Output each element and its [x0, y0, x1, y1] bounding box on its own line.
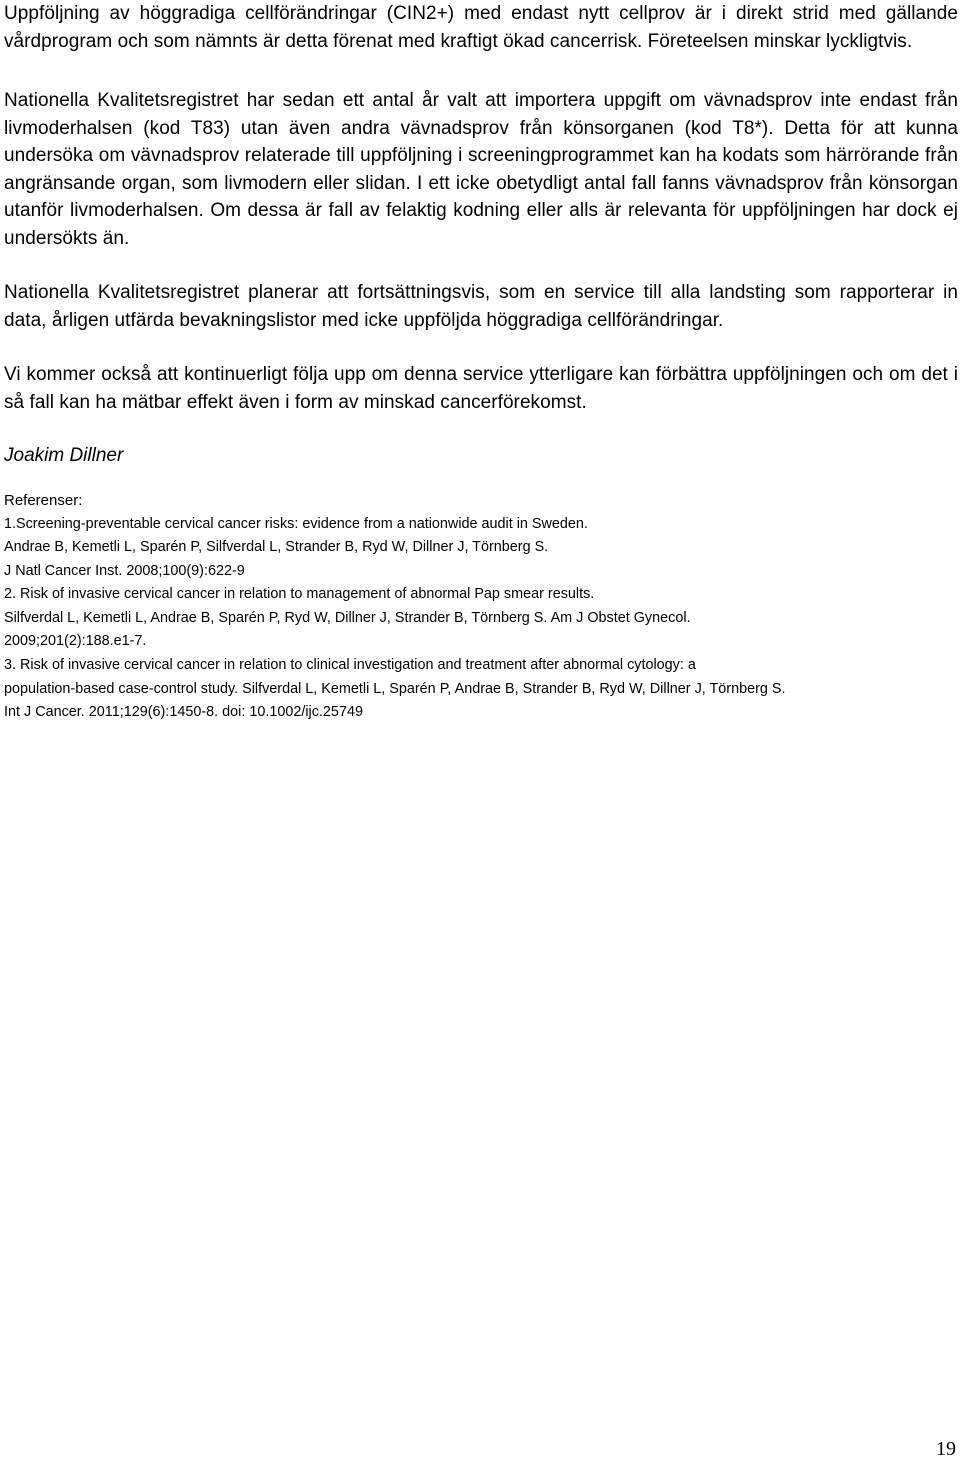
- paragraph-monitoring-lists: Nationella Kvalitetsregistret planerar att fortsättningsvis, som en service till alla landsting som rapporterar in data, årligen utfärda bevakningslistor med icke uppföljda höggradiga cellförändringar.: [4, 282, 958, 331]
- reference-line: 2. Risk of invasive cervical cancer in relation to management of abnormal Pap smear results.: [4, 586, 595, 603]
- reference-line: 1.Screening-preventable cervical cancer risks: evidence from a nationwide audit in Sweden.: [4, 515, 588, 532]
- reference-line: J Natl Cancer Inst. 2008;100(9):622-9: [4, 562, 245, 579]
- reference-line: 3. Risk of invasive cervical cancer in relation to clinical investigation and treatment after abnormal cytology: a: [4, 657, 696, 674]
- reference-line: Andrae B, Kemetli L, Sparén P, Silfverdal L, Strander B, Ryd W, Dillner J, Törnberg S.: [4, 539, 549, 556]
- author-signature: Joakim Dillner: [4, 445, 124, 466]
- references-heading: Referenser:: [4, 492, 83, 509]
- paragraph-future-followup: Vi kommer också att kontinuerligt följa upp om denna service ytterligare kan förbättra uppföljningen och om det i så fall kan ha mätbar effekt även i form av minskad cancerförekomst.: [4, 364, 958, 413]
- reference-line: 2009;201(2):188.e1-7.: [4, 633, 147, 650]
- reference-line: Silfverdal L, Kemetli L, Andrae B, Sparén P, Ryd W, Dillner J, Strander B, Törnberg S. Am J Obstet Gynecol.: [4, 609, 691, 626]
- paragraph-tissue-samples: Nationella Kvalitetsregistret har sedan ett antal år valt att importera uppgift om vävnadsprov inte endast från livmoderhalsen (kod T83) utan även andra vävnadsprov från könsorganen (kod T8*). Detta för att kunna undersöka om vävnadsprov relaterade till uppföljning i screeningprogrammet kan ha kodats som härrörande från angränsande organ, som livmodern eller slidan. I ett icke obetydligt antal fall fanns vävnadsprov från könsorgan utanför livmoderhalsen. Om dessa är fall av felaktig kodning eller alls är relevanta för uppföljningen har dock ej undersökts än.: [4, 90, 958, 249]
- reference-line: Int J Cancer. 2011;129(6):1450-8. doi: 10.1002/ijc.25749: [4, 704, 363, 721]
- page-number: 19: [936, 1438, 956, 1460]
- reference-line: population-based case-control study. Silfverdal L, Kemetli L, Sparén P, Andrae B, Strander B, Ryd W, Dillner J, Törnberg S.: [4, 680, 786, 697]
- references-section: [4, 489, 958, 725]
- paragraph-followup: Uppföljning av höggradiga cellförändringar (CIN2+) med endast nytt cellprov är i direkt strid med gällande vårdprogram och som nämnts är detta förenat med kraftigt ökad cancerrisk. Företeelsen minskar lyckligtvis.: [4, 3, 958, 52]
- page-content: [4, 0, 958, 725]
